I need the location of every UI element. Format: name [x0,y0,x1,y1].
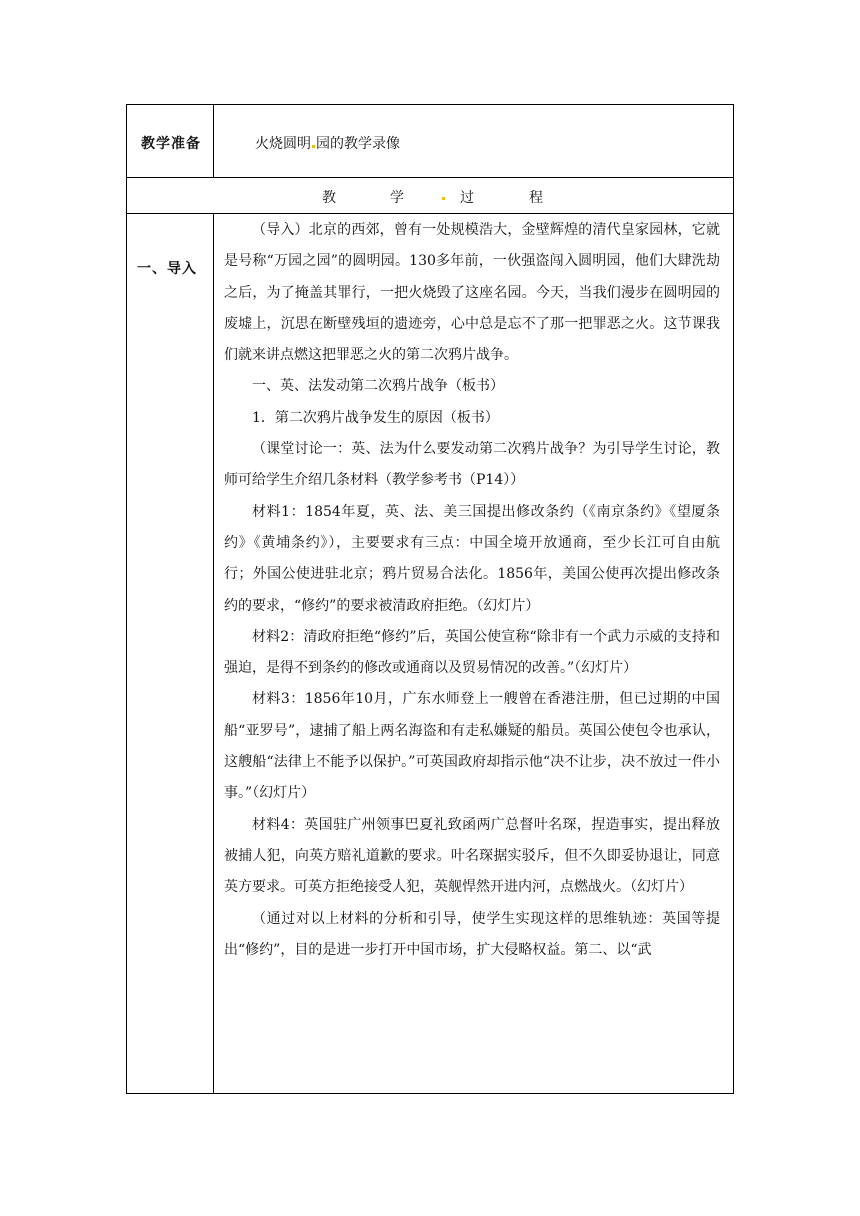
paragraph: 材料2：清政府拒绝“修约”后，英国公使宣称“除非有一个武力示威的支持和强迫，是得不到条约的修改或通商以及贸易情况的改善。”（幻灯片） [224,628,720,677]
process-header-char: 学 [390,190,404,206]
lesson-content [224,215,720,966]
process-header [127,183,732,213]
paragraph: 1．第二次鸦片战争发生的原因（板书） [252,409,499,426]
process-header-char: 教 [322,190,336,206]
paragraph: 材料3：1856年10月，广东水师登上一艘曾在香港注册，但已过期的中国船“亚罗号”，逮捕了船上两名海盗和有走私嫌疑的船员。英国公使包令也承认，这艘船“法律上不能予以保护。”可英国政府却指示他“决不让步，决不放过一件小事。”（幻灯片） [224,691,720,802]
process-header-char: 程 [529,190,543,206]
paragraph: 材料4：英国驻广州领事巴夏礼致函两广总督叶名琛，捏造事实，提出释放被捕人犯，向英方赔礼道歉的要求。叶名琛据实驳斥，但不久即妥协退让，同意英方要求。可英方拒绝接受人犯，英舰悍然开进内河，点燃战火。（幻灯片） [224,816,720,896]
paragraph: （课堂讨论一：英、法为什么要发动第二次鸦片战争？为引导学生讨论，教师可给学生介绍几条材料（教学参考书（P14）） [224,441,720,489]
row-divider [127,177,733,178]
paragraph: 材料1：1854年夏，英、法、美三国提出修改条约（《南京条约》《望厦条约》《黄埔条约》），主要要求有三点：中国全境开放通商，至少长江可自由航行；外国公使进驻北京；鸦片贸易合法化。1856年，美国公使再次提出修改条约的要求，“修约”的要求被清政府拒绝。（幻灯片） [224,503,720,614]
column-divider [213,105,214,177]
section-label: 一、导入 [137,261,197,277]
row-divider [127,213,733,214]
process-header-char: 过 [460,190,474,206]
prep-text-b: 园的教学录像 [316,136,400,152]
mark-dot [442,197,445,200]
column-divider [213,213,214,1093]
mark-dot [312,145,315,148]
prep-text [255,133,400,153]
lesson-plan-table [126,104,734,1094]
prep-label: 教学准备 [141,136,201,152]
paragraph: 一、英、法发动第二次鸦片战争（板书） [252,378,504,395]
paragraph: （导入）北京的西郊，曾有一处规模浩大，金壁辉煌的清代皇家园林，它就是号称“万园之园”的圆明园。130多年前，一伙强盗闯入圆明园，他们大肆洗劫之后，为了掩盖其罪行，一把火烧毁了这座名园。今天，当我们漫步在圆明园的废墟上，沉思在断壁残垣的遗迹旁，心中总是忘不了那一把罪恶之火。这节课我们就来讲点燃这把罪恶之火的第二次鸦片战争。 [224,222,720,364]
paragraph: （通过对以上材料的分析和引导，使学生实现这样的思维轨迹：英国等提出“修约”，目的是进一步打开中国市场，扩大侵略权益。第二、以“武 [224,910,720,958]
prep-text-a: 火烧圆明 [255,136,311,152]
